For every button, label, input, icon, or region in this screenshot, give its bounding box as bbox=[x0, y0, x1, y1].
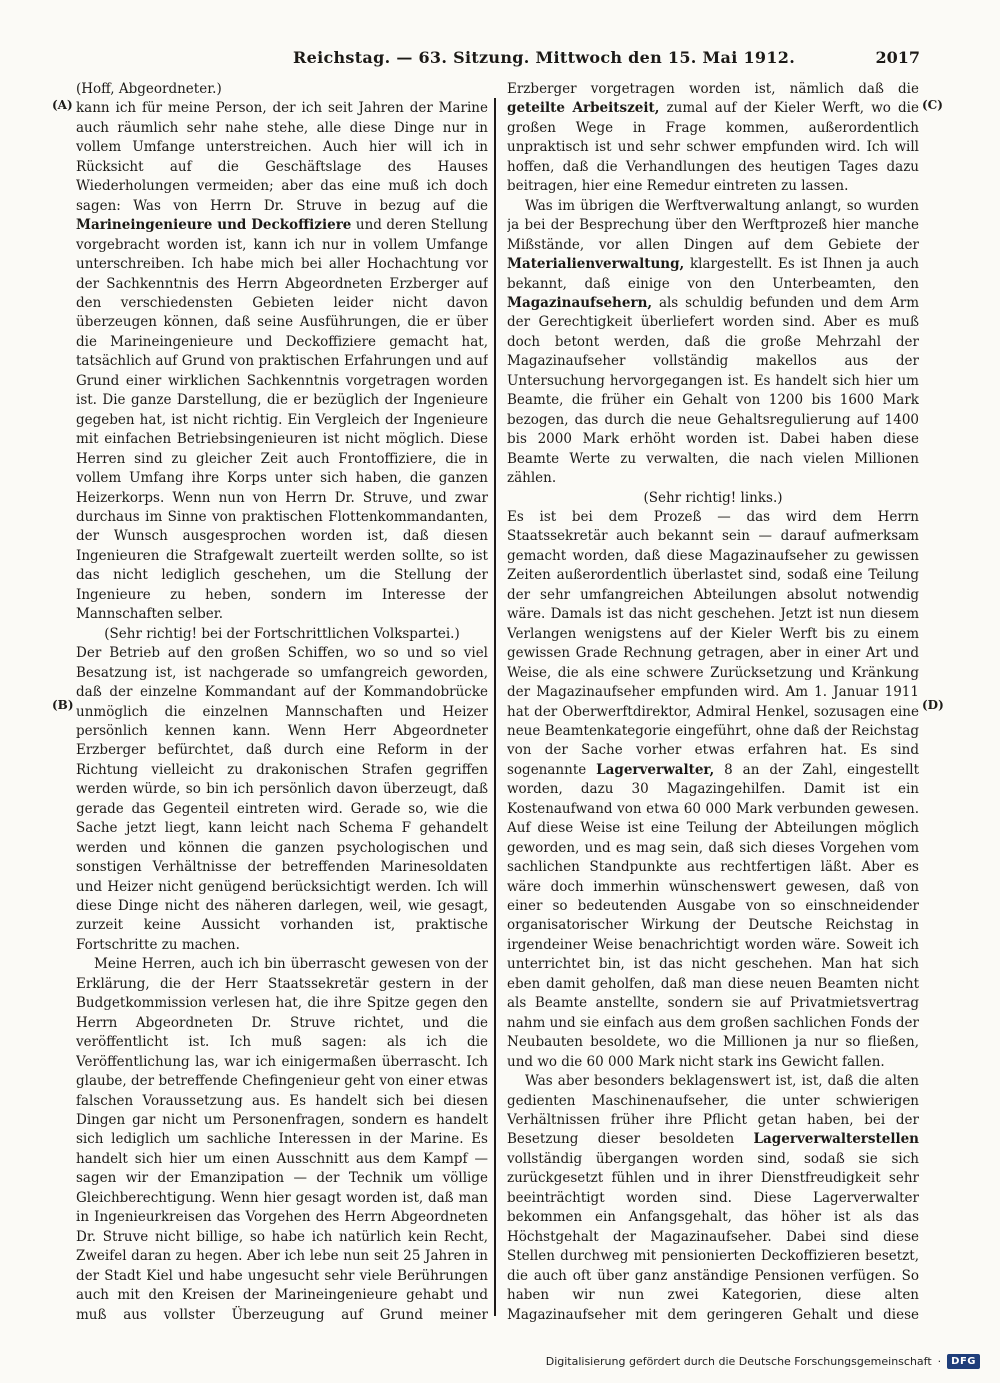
margin-mark-b: (B) bbox=[52, 698, 74, 712]
emphasis-magazinaufseher: Magazinaufsehern, bbox=[507, 294, 653, 311]
emphasis-marineingenieure: Marineingenieure und Deckoffiziere bbox=[76, 217, 352, 234]
emphasis-lagerverwalterstellen: Lagerverwalterstellen bbox=[753, 1131, 919, 1148]
right-paragraph-2: Was im übrigen die Werftverwaltung anlangt, so wurden ja bei der Besprechung über den Werftprozeß hier manche Mißstände, vor allen Dingen auf dem Gebiete der Materialienverwaltung, klargestellt. Es ist Ihnen ja auch bekannt, daß einige von den Unterbeamten, den Magazinaufsehern, als schuldig befunden und dem Arm der Gerechtigkeit überliefert worden sind. Aber es muß doch betont werden, daß die große Mehrzahl der Magazinaufseher vollständig makellos aus der Untersuchung hervorgegangen ist. Es handelt sich hier um Beamte, die früher ein Gehalt von 1200 bis 1600 Mark bezogen, das durch die neue Gehaltsregulierung auf 1400 bis 2000 Mark erhöht worden ist. Dabei haben diese Beamte Werte zu verwalten, die nach vielen Millionen zählen. bbox=[507, 197, 919, 487]
left-paragraph-2: Der Betrieb auf den großen Schiffen, wo so und so viel Besatzung ist, ist nachgerade so umfangreich geworden, daß der einzelne Kommandant auf der Kommandobrücke unmöglich die einzelnen Mannschaften und Heizer persönlich kennen kann. Wenn Herr Abgeordneter Erzberger befürchtet, daß durch eine Reform in der Richtung vielleicht zu drakonischen Strafen gegriffen werden würde, so bin ich persönlich davon überzeugt, daß gerade das Gegenteil eintreten wird. Gerade so, wie die Sache jetzt liegt, kann leicht nach Schema F gehandelt werden und können die ganzen psychologischen und sonstigen Verhältnisse der betreffenden Marinesoldaten und Heizer nicht genügend berücksichtigt werden. Ich will diese Dinge nicht des näheren darlegen, weil, wie gesagt, zurzeit keine Aussicht vorhanden ist, praktische Fortschritte zu machen. bbox=[76, 645, 488, 953]
right-paragraph-3: Es ist bei dem Prozeß — das wird dem Herrn Staatssekretär auch bekannt sein — darauf aufmerksam gemacht worden, daß diese Magazinaufseher zu gewissen Zeiten außerordentlich überlastet sind, sodaß eine Teilung der sehr umfangreichen Abteilungen absolut notwendig wäre. Damals ist das nicht geschehen. Jetzt ist nun diesem Verlangen wenigstens auf der Kieler Werft bis zu einem gewissen Grade Rechnung getragen, aber in einer Art und Weise, die als eine schwere Zurücksetzung und Kränkung der Magazinaufseher empfunden wird. Am 1. Januar 1911 hat der Oberwerftdirektor, Admiral Henkel, sozusagen eine neue Beamtenkategorie eingeführt, ohne daß der Reichstag von der Sache vorher etwas erfahren hat. Es sind sogenannte Lagerverwalter, 8 an der Zahl, eingestellt worden, dazu 30 Magazingehilfen. Damit ist ein Kostenaufwand von etwa 60 000 Mark verbunden gewesen. Auf diese Weise ist eine Teilung der Abteilungen möglich geworden, und es mag sein, daß sich dieses Vorgehen vom sachlichen Standpunkte aus rechtfertigen läßt. Aber es wäre doch immerhin wünschenswert gewesen, daß von einer so bedeutenden Ausgabe von so einschneidender organisatorischer Wirkung der Deutsche Reichstag in irgendeiner Weise benachrichtigt worden wäre. Soweit ich unterrichtet bin, ist das nicht geschehen. Man hat sich eben damit geholfen, daß man diese neuen Beamten nicht als Beamte anstellte, sondern sie auf Privatmietsvertrag nahm und sie einfach aus dem großen sachlichen Fonds der Neubauten besoldete, wo die Millionen ja nur so fließen, und wo die 60 000 Mark nicht stark ins Gewicht fallen. bbox=[507, 508, 919, 1070]
page-number: 2017 bbox=[875, 48, 920, 67]
left-column bbox=[76, 80, 488, 1325]
left-paragraph-3: Meine Herren, auch ich bin überrascht gewesen von der Erklärung, die der Herr Staatssekretär gestern in der Budgetkommission verlesen hat, die ihre Spitze gegen den Herrn Abgeordneten Dr. Struve richtet, und die veröffentlicht ist. Ich muß sagen: als ich die Veröffentlichung las, war ich einigermaßen überrascht. Ich glaube, der betreffende Chefingenieur geht von einer etwas falschen Voraussetzung aus. Es handelt sich bei diesen Dingen gar nicht um Personenfragen, sondern es handelt sich lediglich um sachliche Interessen in der Marine. Es handelt sich hier um einen Ausschnitt aus dem Kampf — sagen wir der Emanzipation — der Technik um völlige Gleichberechtigung. Wenn hier gesagt worden ist, daß man in Ingenieurkreisen das Vorgehen des Herrn Abgeordneten Dr. Struve nicht billige, so habe ich natürlich kein Recht, Zweifel daran zu hegen. Aber ich lebe nun seit 25 Jahren in der Stadt Kiel und habe ungesucht sehr viele Berührungen auch mit den Kreisen der Marineingenieure gehabt und muß aus vollster Überzeugung auf Grund meiner bbox=[76, 956, 488, 1323]
speaker-note: (Hoff, Abgeordneter.) bbox=[76, 81, 222, 97]
interjection-left-1: (Sehr richtig! bei der Fortschrittlichen Volkspartei.) bbox=[104, 625, 460, 642]
left-paragraph-1: kann ich für meine Person, der ich seit Jahren der Marine auch räumlich sehr nahe stehe, alle diese Dinge nur in vollem Umfange unterstreichen. Auch hier will ich in Rücksicht auf die Geschäftslage des Hauses Wiederholungen vermeiden; aber das eine muß ich doch sagen: Was von Herrn Dr. Struve in bezug auf die Marineingenieure und Deckoffiziere und deren Stellung vorgebracht worden ist, kann ich nur in vollem Umfange unterschreiben. Ich habe mich bei aller Hochachtung vor der Sachkenntnis des Herrn Abgeordneten Erzberger auf den verschiedensten Gebieten leider nicht davon überzeugen können, daß seine Ausführungen, die er über die Marineingenieure und Deckoffiziere gemacht hat, tatsächlich auf Grund von praktischen Erfahrungen und auf Grund einer wirklichen Sachkenntnis vorgetragen worden ist. Die ganze Darstellung, die er bezüglich der Ingenieure gegeben hat, ist nicht richtig. Ein Vergleich der Ingenieure mit einfachen Betriebsingenieuren ist nicht möglich. Diese Herren sind zu gleicher Zeit auch Frontoffiziere, die in vollem Umfang ihre Korps unter sich haben, die ganzen Heizerkorps. Wenn nun von Herrn Dr. Struve, und zwar durchaus im Sinne von praktischen Flottenkommandanten, der Wunsch ausgesprochen worden ist, daß diesen Ingenieuren die Strafgewalt zuerteilt werden sollte, so ist das nicht lediglich geschehen, um die Stellung der Ingenieure zu heben, sondern im Interesse der Mannschaften selber. bbox=[76, 100, 488, 623]
running-title: Reichstag. — 63. Sitzung. Mittwoch den 15. Mai 1912. bbox=[293, 48, 796, 67]
page-header bbox=[58, 42, 920, 72]
footer-credit: Digitalisierung gefördert durch die Deutsche Forschungsgemeinschaft bbox=[545, 1355, 932, 1368]
emphasis-lagerverwalter: Lagerverwalter, bbox=[596, 761, 715, 778]
dfg-logo: DFG bbox=[947, 1354, 980, 1369]
emphasis-arbeitszeit: geteilte Arbeitszeit, bbox=[507, 100, 660, 117]
column-divider bbox=[494, 98, 496, 1316]
right-column bbox=[507, 80, 919, 1325]
emphasis-materialienverwaltung: Materialienverwaltung, bbox=[507, 256, 685, 273]
interjection-right-1: (Sehr richtig! links.) bbox=[643, 489, 783, 506]
right-paragraph-4: Was aber besonders beklagenswert ist, ist, daß die alten gedienten Maschinenaufseher, die unter schwierigen Verhältnissen früher ihre Pflicht getan haben, bei der Besetzung dieser besoldeten Lagerverwalterstellen vollständig übergangen worden sind, sodaß sie sich zurückgesetzt fühlen und in ihrer Dienstfreudigkeit sehr beeinträchtigt worden sind. Diese Lagerverwalter bekommen ein Anfangsgehalt, das höher ist als das Höchstgehalt der Magazinaufseher. Dabei sind diese Stellen durchweg mit pensionierten Deckoffizieren besetzt, die auch oft über ganz anständige Pensionen verfügen. So haben wir nun zwei Kategorien, diese alten Magazinaufseher mit dem geringeren Gehalt und diese bbox=[507, 1073, 919, 1323]
right-paragraph-1: Erzberger vorgetragen worden ist, nämlich daß die geteilte Arbeitszeit, zumal auf der Kieler Werft, wo die großen Wege in Frage kommen, außerordentlich unpraktisch ist und sehr schwer empfunden wird. Ich will hoffen, daß die Verhandlungen des heutigen Tages dazu beitragen, hier eine Remedur eintreten zu lassen. bbox=[507, 81, 919, 195]
digitization-footer: Digitalisierung gefördert durch die Deutsche Forschungsgemeinschaft · DFG bbox=[546, 1354, 980, 1369]
margin-mark-a: (A) bbox=[52, 98, 73, 112]
margin-mark-d: (D) bbox=[922, 698, 944, 712]
margin-mark-c: (C) bbox=[922, 98, 943, 112]
